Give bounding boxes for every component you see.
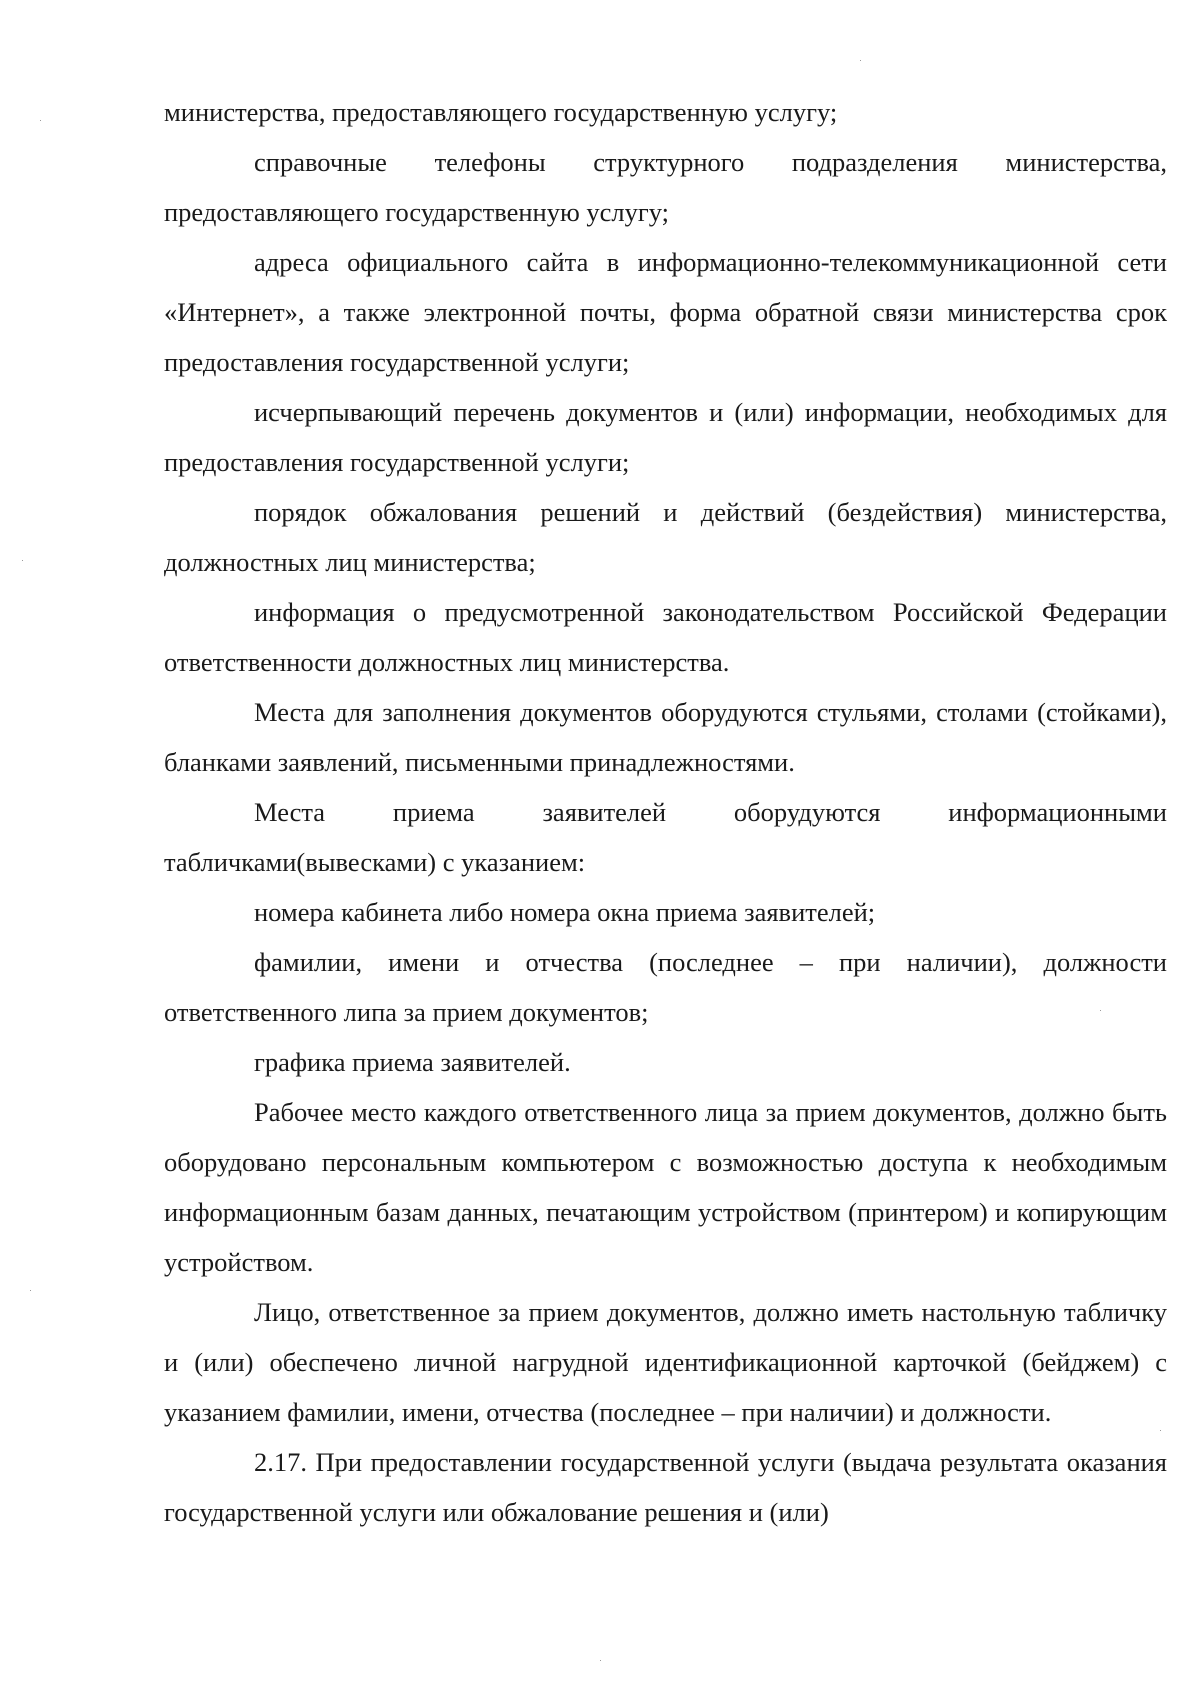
scan-speck [860, 60, 861, 61]
paragraph: порядок обжалования решений и действий (бездействия) министерства, должностных лиц министерства; [164, 497, 1167, 577]
paragraph: справочные телефоны структурного подразделения министерства, предоставляющего государственную услугу; [164, 147, 1167, 227]
scan-speck [30, 1290, 31, 1291]
paragraph: исчерпывающий перечень документов и (или) информации, необходимых для предоставления государственной услуги; [164, 397, 1167, 477]
document-body [164, 87, 1167, 1537]
scan-speck [600, 1660, 601, 1661]
paragraph: Рабочее место каждого ответственного лица за прием документов, должно быть оборудовано персональным компьютером с возможностью доступа к необходимым информационным базам данных, печатающим устройством (принтером) и копирующим устройством. [164, 1097, 1167, 1277]
paragraph: 2.17. При предоставлении государственной услуги (выдача результата оказания государственной услуги или обжалование решения и (или) [164, 1447, 1167, 1527]
paragraph: фамилии, имени и отчества (последнее – при наличии), должности ответственного липа за прием документов; [164, 947, 1167, 1027]
paragraph: Места приема заявителей оборудуются информационными табличками(вывесками) с указанием: [164, 797, 1167, 877]
paragraph: Места для заполнения документов оборудуются стульями, столами (стойками), бланками заявлений, письменными принадлежностями. [164, 697, 1167, 777]
paragraph: графика приема заявителей. [254, 1047, 571, 1077]
scan-speck [22, 560, 23, 561]
scan-speck [40, 120, 41, 121]
paragraph: Лицо, ответственное за прием документов, должно иметь настольную табличку и (или) обеспечено личной нагрудной идентификационной карточкой (бейджем) с указанием фамилии, имени, отчества (последнее – при наличии) и должности. [164, 1297, 1167, 1427]
paragraph: министерства, предоставляющего государственную услугу; [164, 97, 838, 127]
paragraph: номера кабинета либо номера окна приема заявителей; [254, 897, 876, 927]
scan-speck [1100, 1010, 1101, 1011]
paragraph: адреса официального сайта в информационно-телекоммуникационной сети «Интернет», а также электронной почты, форма обратной связи министерства срок предоставления государственной услуги; [164, 247, 1167, 377]
scan-speck [1160, 1430, 1161, 1431]
paragraph: информация о предусмотренной законодательством Российской Федерации ответственности должностных лиц министерства. [164, 597, 1167, 677]
